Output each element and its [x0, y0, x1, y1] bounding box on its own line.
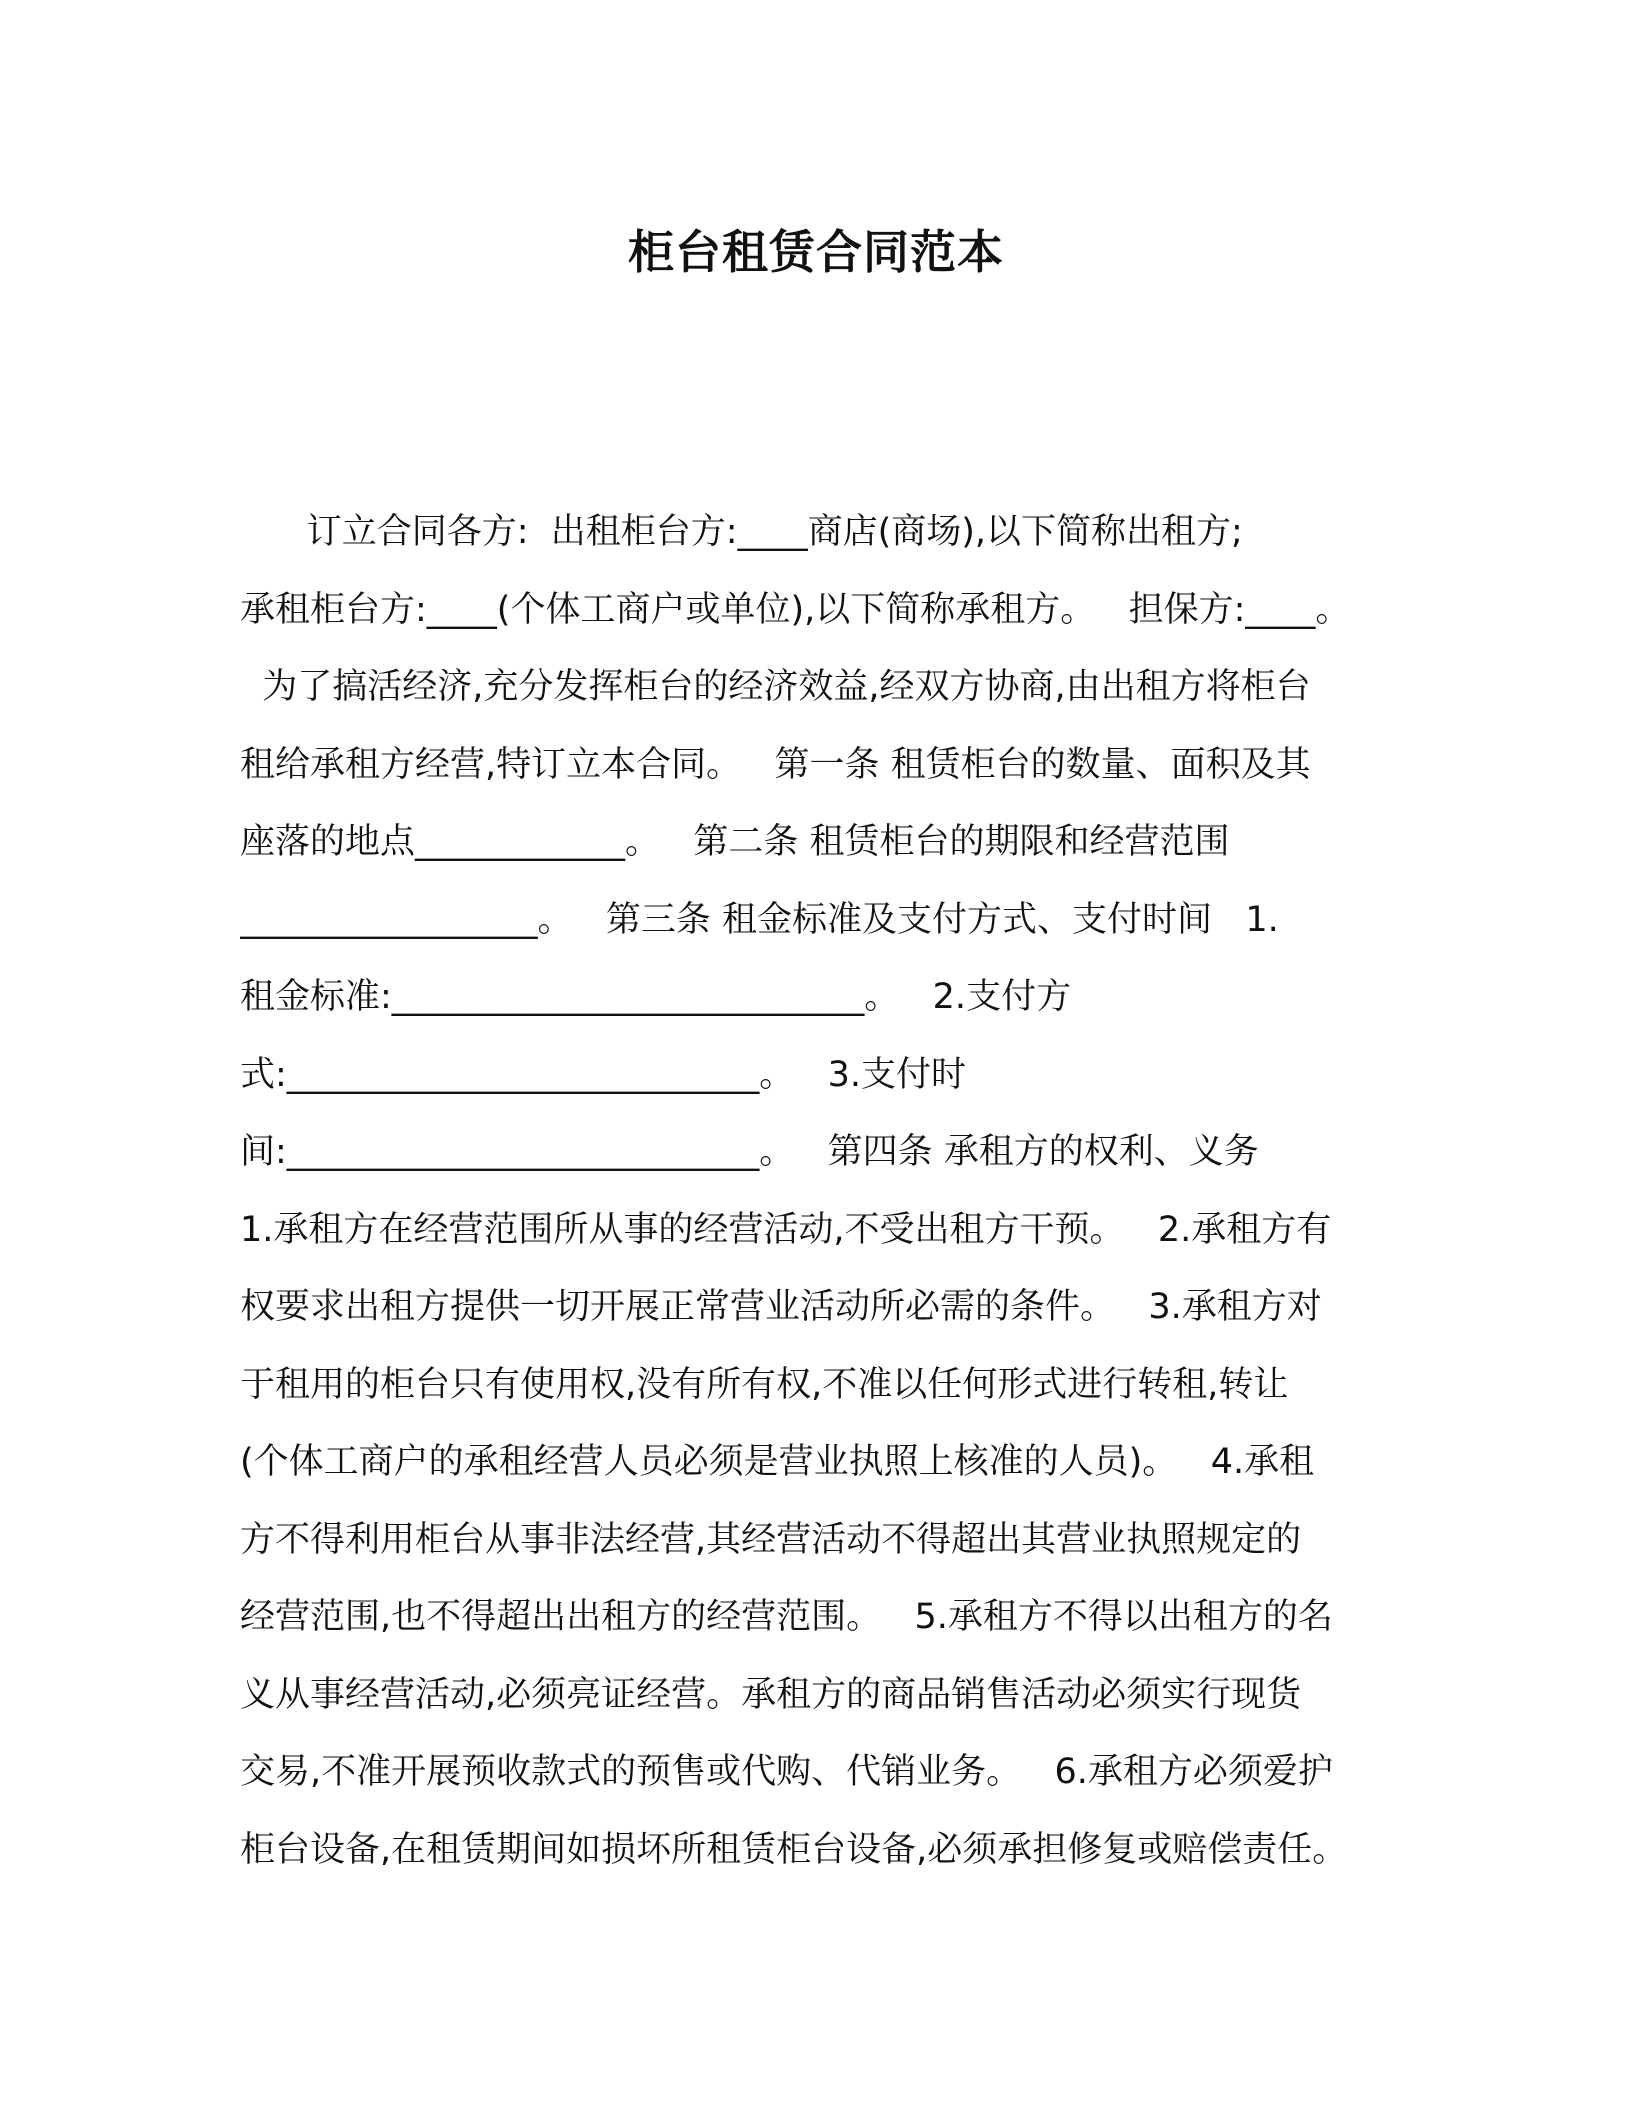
body-line: 交易,不准开展预收款式的预售或代购、代销业务。 6.承租方必须爱护 [240, 1752, 1333, 1792]
document-title: 柜台租赁合同范本 [628, 225, 1004, 279]
body-line: 承租柜台方:____(个体工商户或单位),以下简称承租方。 担保方:____。 [240, 589, 1351, 630]
body-line: 租金标准:___________________________。 2.支付方 [240, 977, 1072, 1017]
body-line: 间:___________________________。 第四条 承租方的权利、义务 [240, 1132, 1259, 1172]
body-line: 权要求出租方提供一切开展正常营业活动所必需的条件。 3.承租方对 [240, 1287, 1322, 1327]
body-line: 柜台设备,在租赁期间如损坏所租赁柜台设备,必须承担修复或赔偿责任。 [240, 1829, 1348, 1870]
body-line: 式:___________________________。 3.支付时 [240, 1054, 967, 1095]
body-line: 座落的地点____________。 第二条 租赁柜台的期限和经营范围 [240, 822, 1230, 862]
body-line: 于租用的柜台只有使用权,没有所有权,不准以任何形式进行转租,转让 [240, 1364, 1289, 1405]
body-line: 为了搞活经济,充分发挥柜台的经济效益,经双方协商,由出租方将柜台 [240, 667, 1311, 707]
document-body [240, 494, 1430, 1889]
body-line: 1.承租方在经营范围所从事的经营活动,不受出租方干预。 2.承租方有 [240, 1209, 1332, 1250]
body-line: 经营范围,也不得超出出租方的经营范围。 5.承租方不得以出租方的名 [240, 1597, 1333, 1637]
body-line: (个体工商户的承租经营人员必须是营业执照上核准的人员)。 4.承租 [240, 1442, 1315, 1482]
body-line: 订立合同各方: 出租柜台方:____商店(商场),以下简称出租方; [240, 512, 1243, 552]
body-line: 租给承租方经营,特订立本合同。 第一条 租赁柜台的数量、面积及其 [240, 744, 1311, 785]
body-line: _________________。 第三条 租金标准及支付方式、支付时间 1. [240, 899, 1279, 940]
body-line: 方不得利用柜台从事非法经营,其经营活动不得超出其营业执照规定的 [240, 1519, 1302, 1560]
body-line: 义从事经营活动,必须亮证经营。承租方的商品销售活动必须实行现货 [240, 1674, 1302, 1715]
